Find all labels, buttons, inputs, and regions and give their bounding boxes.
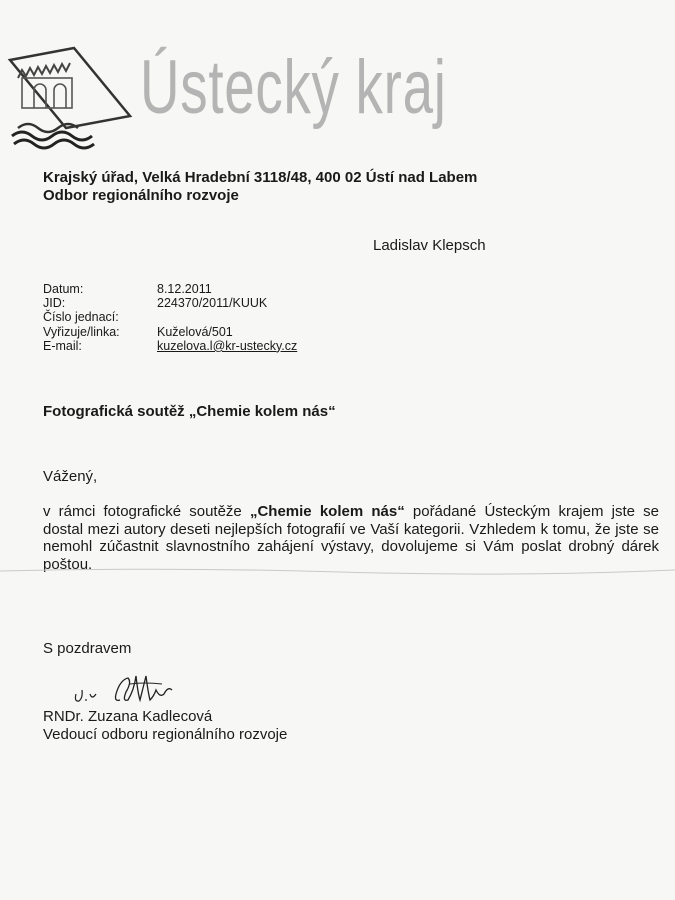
paper-fold-line bbox=[0, 566, 675, 576]
meta-row-reference bbox=[43, 310, 297, 324]
meta-label: Vyřizuje/linka: bbox=[43, 324, 120, 339]
office-department: Odbor regionálního rozvoje bbox=[43, 187, 239, 204]
signer-name: RNDr. Zuzana Kadlecová bbox=[43, 708, 213, 725]
meta-label: Číslo jednací: bbox=[43, 310, 119, 325]
body-text-part: v rámci fotografické soutěže bbox=[43, 503, 250, 520]
meta-value: 224370/2011/KUUK bbox=[157, 296, 268, 311]
meta-value: Kuželová/501 bbox=[157, 324, 233, 339]
coat-of-arms-icon bbox=[4, 46, 134, 152]
recipient-name: Ladislav Klepsch bbox=[373, 237, 486, 254]
email-link[interactable]: kuzelova.l@kr-ustecky.cz bbox=[157, 338, 298, 353]
meta-row-email bbox=[43, 339, 297, 353]
meta-row-handler bbox=[43, 325, 297, 339]
office-header bbox=[43, 169, 477, 205]
letter-subject: Fotografická soutěž „Chemie kolem nás“ bbox=[43, 403, 336, 420]
meta-label: JID: bbox=[43, 296, 66, 311]
signer-block bbox=[43, 708, 287, 744]
office-address: Krajský úřad, Velká Hradební 3118/48, 400 02 Ústí nad Labem bbox=[43, 169, 478, 186]
letter-metadata bbox=[43, 282, 297, 353]
meta-value: 8.12.2011 bbox=[157, 282, 212, 296]
closing-phrase: S pozdravem bbox=[43, 640, 132, 657]
competition-name: „Chemie kolem nás“ bbox=[249, 503, 405, 520]
meta-row-jid bbox=[43, 296, 297, 310]
signer-title: Vedoucí odboru regionálního rozvoje bbox=[43, 726, 288, 743]
meta-row-date bbox=[43, 282, 297, 296]
salutation: Vážený, bbox=[43, 468, 98, 485]
logo-wordmark: Ústecký kraj bbox=[140, 45, 447, 130]
meta-label: Datum: bbox=[43, 282, 84, 296]
letter-body bbox=[43, 503, 659, 573]
body-text-part: pořádané Ústeckým krajem jste se dostal mezi autory deseti nejlepších fotografií ve Vaší kategorii. Vzhledem k tomu, že jste se nemohl zúčastnit slavnostního zahájení výstavy, dovolujeme si Vám poslat drobný dárek poštou. bbox=[43, 503, 660, 573]
meta-label: E-mail: bbox=[43, 338, 82, 353]
